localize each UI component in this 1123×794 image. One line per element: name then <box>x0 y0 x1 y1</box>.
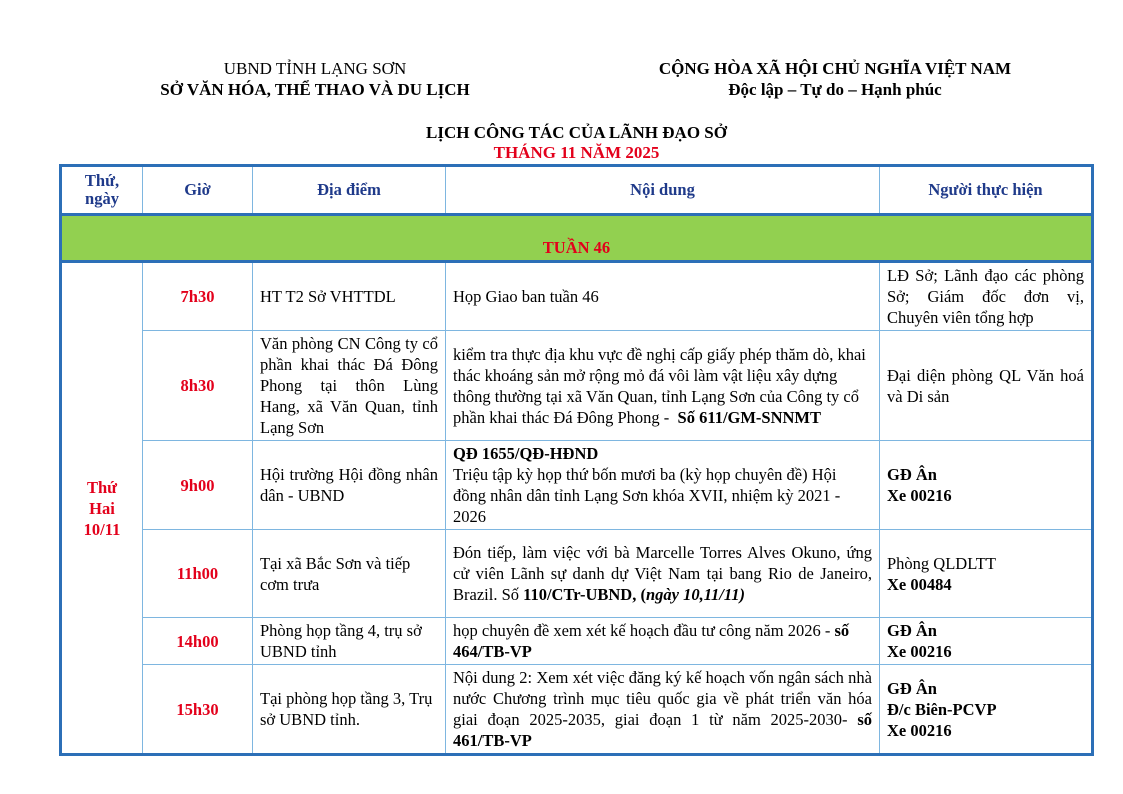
col-header-person: Người thực hiện <box>880 166 1093 215</box>
content-cell <box>446 665 880 755</box>
content-ref2: ngày 10,11/11) <box>645 585 745 604</box>
content-cell <box>446 331 880 441</box>
content-text: kiểm tra thực địa khu vực đề nghị cấp giấy phép thăm dò, khai thác khoáng sản mở rộng mỏ đá vôi làm vật liệu xây dựng thông thường tại xã Văn Quan, tỉnh Lạng Sơn của Công ty cổ phần khai thác Đá Đông Phong <box>453 344 866 427</box>
content-text: họp chuyên đề xem xét kế hoạch đầu tư công năm 2026 - <box>453 621 835 640</box>
title-main: LỊCH CÔNG TÁC CỦA LÃNH ĐẠO SỞ <box>425 123 727 142</box>
table-row <box>61 441 1093 530</box>
day-cell <box>61 262 143 755</box>
content-cell <box>446 618 880 665</box>
col-header-day: Thứ, ngày <box>61 166 143 215</box>
agency-header <box>110 58 520 100</box>
place-cell: Văn phòng CN Công ty cổ phần khai thác Đá Đông Phong tại thôn Lùng Hang, xã Văn Quan, tỉnh Lạng Sơn <box>253 331 446 441</box>
place-cell: Hội trường Hội đồng nhân dân - UBND <box>253 441 446 530</box>
content-ref-prefix: - <box>659 407 678 427</box>
table-row <box>61 530 1093 618</box>
person-vehicle: Xe 00216 <box>887 486 952 505</box>
content-text: Triệu tập kỳ họp thứ bốn mươi ba (kỳ họp chuyên đề) Hội đồng nhân dân tỉnh Lạng Sơn khóa XVII, nhiệm kỳ 2021 - 2026 <box>453 465 841 526</box>
person-text: LĐ Sở; Lãnh đạo các phòng Sở; Giám đốc đơn vị, Chuyên viên tổng hợp <box>887 266 1084 327</box>
national-motto: Độc lập – Tự do – Hạnh phúc <box>728 80 942 99</box>
agency-parent: UBND TỈNH LẠNG SƠN <box>223 59 407 78</box>
place-cell: HT T2 Sở VHTTDL <box>253 262 446 331</box>
col-header-place: Địa điểm <box>253 166 446 215</box>
person-cell <box>880 665 1093 755</box>
person-cell <box>880 618 1093 665</box>
content-cell <box>446 441 880 530</box>
person-vehicle: Xe 00484 <box>887 574 952 594</box>
content-text: Họp Giao ban tuần 46 <box>453 287 599 306</box>
content-lead: QĐ 1655/QĐ-HĐND <box>453 444 599 463</box>
agency-name: SỞ VĂN HÓA, THỂ THAO VÀ DU LỊCH <box>160 80 470 99</box>
time-cell: 8h30 <box>143 331 253 441</box>
col-header-time: Giờ <box>143 166 253 215</box>
content-ref: số 461/TB-VP <box>453 710 872 750</box>
content-ref2-open: ( <box>636 585 646 604</box>
title-month: THÁNG 11 NĂM 2025 <box>493 143 660 162</box>
time-cell: 15h30 <box>143 665 253 755</box>
content-ref: số 464/TB-VP <box>453 621 850 661</box>
time-cell: 9h00 <box>143 441 253 530</box>
person-cell <box>880 530 1093 618</box>
time-cell: 7h30 <box>143 262 253 331</box>
week-row <box>61 215 1093 262</box>
content-cell <box>446 262 880 331</box>
content-text: Nội dung 2: Xem xét việc đăng ký kế hoạch vốn ngân sách nhà nước Chương trình mục tiêu quốc gia về phát triển văn hóa giai đoạn 2025-2035, giai đoạn 1 từ năm 2025-2030- <box>453 668 872 729</box>
day-label-1: Thứ <box>86 477 118 497</box>
person-cell <box>880 331 1093 441</box>
day-label-2: Hai <box>89 498 115 518</box>
table-row <box>61 665 1093 755</box>
week-label: TUẦN 46 <box>61 215 1093 262</box>
table-row <box>61 618 1093 665</box>
place-cell: Tại xã Bắc Sơn và tiếp cơm trưa <box>253 530 446 618</box>
person-cell <box>880 441 1093 530</box>
person-cell <box>880 262 1093 331</box>
place-cell: Tại phòng họp tầng 3, Trụ sở UBND tỉnh. <box>253 665 446 755</box>
time-cell: 11h00 <box>143 530 253 618</box>
person-vehicle: Xe 00216 <box>887 642 952 661</box>
person-text: Đại diện phòng QL Văn hoá và Di sản <box>887 365 1084 406</box>
table-row <box>61 331 1093 441</box>
national-title: CỘNG HÒA XÃ HỘI CHỦ NGHĨA VIỆT NAM <box>658 59 1012 78</box>
person-deputy: Đ/c Biên-PCVP <box>887 699 997 719</box>
national-header <box>610 58 1060 100</box>
time-cell: 14h00 <box>143 618 253 665</box>
table-row <box>61 262 1093 331</box>
schedule-table <box>59 164 1094 756</box>
place-cell: Phòng họp tầng 4, trụ sở UBND tỉnh <box>253 618 446 665</box>
day-date: 10/11 <box>83 519 121 539</box>
person-text: Phòng QLDLTT <box>887 553 996 573</box>
person-vehicle: Xe 00216 <box>887 720 952 740</box>
person-name: GĐ Ân <box>887 621 937 640</box>
content-ref: Số 611/GM-SNNMT <box>677 407 822 427</box>
document-title <box>0 123 1123 163</box>
content-text: Đón tiếp, làm việc với bà Marcelle Torres Alves Okuno, ứng cử viên Lãnh sự danh dự Việt Nam tại bang Rio de Janeiro, Brazil. Số <box>453 543 872 604</box>
content-ref: 110/CTr-UBND, <box>523 585 637 604</box>
table-header-row <box>61 166 1093 215</box>
content-cell <box>446 530 880 618</box>
person-name: GĐ Ân <box>887 465 937 484</box>
person-name: GĐ Ân <box>887 678 937 698</box>
col-header-content: Nội dung <box>446 166 880 215</box>
